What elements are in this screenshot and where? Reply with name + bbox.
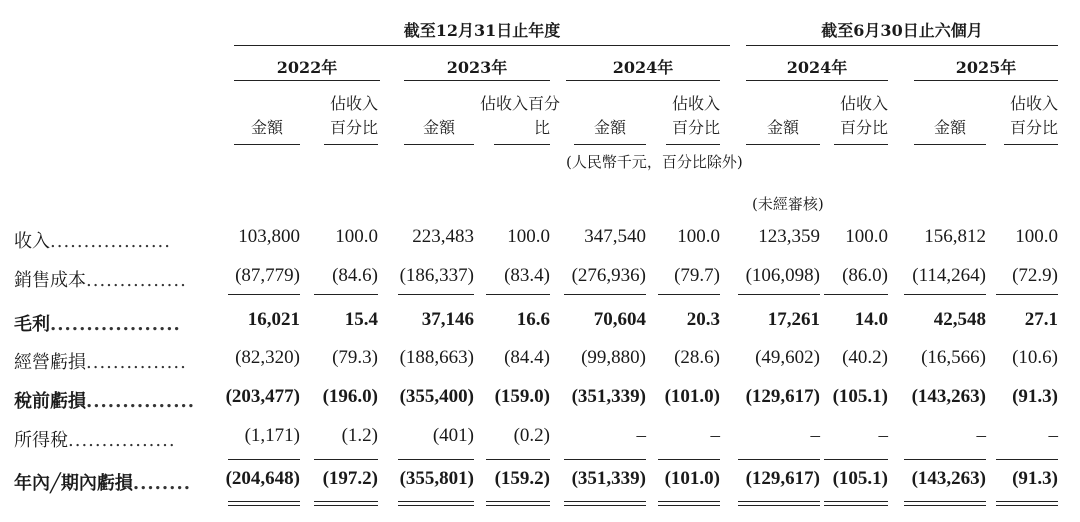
total-rule-double [398,505,474,506]
cell-operating-loss-pct-2024: (28.6) [674,347,720,368]
total-rule [228,294,300,295]
cell-operating-loss-amount-2024: (99,880) [581,347,646,368]
row-label-text: 所得稅 [14,430,68,451]
cell-revenue-pct-2023: 100.0 [507,226,550,247]
total-rule [996,294,1058,295]
col-header-amount-2022: 金額 [250,118,283,137]
cell-operating-loss-amount-2022: (82,320) [235,347,300,368]
cell-income-tax-pct-2025-h1: – [1048,425,1058,446]
cell-loss-for-period-amount-2024: (351,339) [571,468,646,489]
cell-cost-of-sales-amount-2024-h1: (106,098) [745,265,820,286]
cell-cost-of-sales-pct-2024: (79.7) [674,265,720,286]
total-rule [228,459,300,460]
col-header-pct-2025-h1: 佔收入 百分比 [1009,94,1058,137]
col-header-pct-2022: 佔收入 百分比 [329,94,378,137]
cell-operating-loss-amount-2024-h1: (49,602) [755,347,820,368]
total-rule [314,459,378,460]
cell-revenue-amount-2023: 223,483 [412,226,474,247]
row-label-text: 年內╱期內虧損 [14,473,133,494]
cell-gross-profit-pct-2024: 20.3 [686,309,720,330]
cell-loss-before-tax-pct-2025-h1: (91.3) [1012,386,1058,407]
year-rule-2022 [234,80,380,81]
cell-loss-for-period-pct-2025-h1: (91.3) [1012,468,1058,489]
cell-operating-loss-amount-2025-h1: (16,566) [921,347,986,368]
year-header-2022: 2022年 [276,58,338,77]
cell-loss-for-period-amount-2024-h1: (129,617) [745,468,820,489]
dot-leader: ............... [86,270,187,291]
cell-cost-of-sales-pct-2022: (84.6) [332,265,378,286]
cell-cost-of-sales-amount-2023: (186,337) [399,265,474,286]
col-rule [234,144,300,145]
unaudited-note: (未經審核) [752,195,824,213]
dot-leader: ................ [68,430,176,451]
total-rule [314,294,378,295]
col-header-amount-2024-h1: 金額 [766,118,799,137]
year-header-2024: 2024年 [612,58,674,77]
total-rule [904,294,986,295]
cell-income-tax-amount-2024-h1: – [810,425,820,446]
cell-loss-for-period-pct-2022: (197.2) [322,468,378,489]
total-rule [398,501,474,502]
row-label-cost-of-sales [14,266,187,292]
col-header-pct-2024: 佔收入 百分比 [671,94,720,137]
cell-income-tax-pct-2022: (1.2) [341,425,378,446]
total-rule [904,459,986,460]
cell-cost-of-sales-pct-2024-h1: (86.0) [842,265,888,286]
col-header-amount-2023: 金額 [422,118,455,137]
cell-income-tax-pct-2023: (0.2) [513,425,550,446]
total-rule [564,459,646,460]
cell-operating-loss-pct-2023: (84.4) [504,347,550,368]
row-label-text: 收入 [14,231,50,252]
row-label-loss-before-tax [14,387,195,413]
col-rule [666,144,720,145]
cell-revenue-amount-2022: 103,800 [238,226,300,247]
cell-loss-before-tax-pct-2024: (101.0) [664,386,720,407]
cell-operating-loss-amount-2023: (188,663) [399,347,474,368]
total-rule-double [486,505,550,506]
cell-loss-for-period-amount-2025-h1: (143,263) [911,468,986,489]
dot-leader: ............... [86,352,187,373]
cell-gross-profit-pct-2024-h1: 14.0 [854,309,888,330]
row-label-revenue [14,227,171,253]
cell-loss-before-tax-amount-2023: (355,400) [399,386,474,407]
cell-loss-for-period-pct-2024-h1: (105.1) [832,468,888,489]
cell-revenue-pct-2024-h1: 100.0 [845,226,888,247]
cell-gross-profit-pct-2022: 15.4 [344,309,378,330]
total-rule [486,294,550,295]
group-rule-six-months [746,45,1058,46]
total-rule-double [658,505,720,506]
cell-revenue-pct-2022: 100.0 [335,226,378,247]
total-rule-double [564,505,646,506]
year-rule-2023 [404,80,550,81]
currency-note: (人民幣千元，百分比除外) [566,153,743,171]
total-rule [996,501,1058,502]
total-rule [658,501,720,502]
cell-income-tax-amount-2025-h1: – [976,425,986,446]
cell-revenue-pct-2024: 100.0 [677,226,720,247]
cell-operating-loss-pct-2024-h1: (40.2) [842,347,888,368]
total-rule [824,501,888,502]
cell-income-tax-pct-2024-h1: – [878,425,888,446]
cell-gross-profit-pct-2023: 16.6 [516,309,550,330]
group-header-fiscal-year: 截至12月31日止年度 [403,21,561,40]
cell-gross-profit-amount-2025-h1: 42,548 [933,309,986,330]
year-header-2024-h1: 2024年 [786,58,848,77]
total-rule [824,294,888,295]
cell-cost-of-sales-amount-2022: (87,779) [235,265,300,286]
col-header-pct-2024-h1: 佔收入 百分比 [839,94,888,137]
total-rule [314,501,378,502]
cell-income-tax-amount-2022: (1,171) [244,425,300,446]
col-rule [404,144,474,145]
cell-income-tax-pct-2024: – [710,425,720,446]
col-rule [494,144,550,145]
cell-revenue-amount-2024: 347,540 [584,226,646,247]
col-header-amount-2024: 金額 [593,118,626,137]
total-rule [228,501,300,502]
row-label-income-tax [14,426,176,452]
cell-cost-of-sales-pct-2025-h1: (72.9) [1012,265,1058,286]
total-rule-double [904,505,986,506]
cell-cost-of-sales-amount-2024: (276,936) [571,265,646,286]
col-rule [1004,144,1058,145]
col-header-amount-2025-h1: 金額 [933,118,966,137]
year-rule-2024-h1 [746,80,888,81]
total-rule [996,459,1058,460]
cell-cost-of-sales-amount-2025-h1: (114,264) [912,265,986,286]
cell-loss-before-tax-pct-2022: (196.0) [322,386,378,407]
cell-income-tax-amount-2023: (401) [432,425,474,446]
row-label-text: 稅前虧損 [14,391,86,412]
total-rule-double [738,505,820,506]
year-header-2025-h1: 2025年 [955,58,1017,77]
cell-revenue-pct-2025-h1: 100.0 [1015,226,1058,247]
row-label-text: 毛利 [14,314,50,335]
group-rule-fiscal-year [234,45,730,46]
col-rule [324,144,378,145]
row-label-gross-profit [14,310,181,336]
cell-loss-before-tax-amount-2024-h1: (129,617) [745,386,820,407]
cell-loss-for-period-pct-2023: (159.2) [494,468,550,489]
total-rule [398,294,474,295]
total-rule [564,501,646,502]
total-rule [738,501,820,502]
total-rule [486,501,550,502]
total-rule-double [996,505,1058,506]
row-label-operating-loss [14,348,187,374]
dot-leader: ............... [86,391,195,412]
cell-gross-profit-amount-2022: 16,021 [247,309,300,330]
col-rule [574,144,646,145]
year-header-2023: 2023年 [446,58,508,77]
cell-loss-for-period-amount-2022: (204,648) [225,468,300,489]
cell-loss-before-tax-pct-2024-h1: (105.1) [832,386,888,407]
cell-income-tax-amount-2024: – [636,425,646,446]
row-label-loss-for-period [14,469,191,495]
col-rule [834,144,888,145]
cell-operating-loss-pct-2022: (79.3) [332,347,378,368]
cell-loss-before-tax-amount-2024: (351,339) [571,386,646,407]
total-rule [658,459,720,460]
cell-operating-loss-pct-2025-h1: (10.6) [1012,347,1058,368]
total-rule [904,501,986,502]
cell-revenue-amount-2024-h1: 123,359 [758,226,820,247]
cell-cost-of-sales-pct-2023: (83.4) [504,265,550,286]
year-rule-2025-h1 [914,80,1058,81]
cell-revenue-amount-2025-h1: 156,812 [924,226,986,247]
cell-loss-before-tax-amount-2022: (203,477) [225,386,300,407]
col-rule [914,144,986,145]
cell-gross-profit-amount-2023: 37,146 [421,309,474,330]
total-rule [824,459,888,460]
total-rule [738,294,820,295]
group-header-six-months: 截至6月30日止六個月 [821,21,983,40]
total-rule-double [824,505,888,506]
col-header-pct-2023: 佔收入百分 比 [480,94,561,137]
dot-leader: .................. [50,231,171,252]
total-rule-double [228,505,300,506]
dot-leader: .................. [50,314,181,335]
col-rule [746,144,820,145]
total-rule [738,459,820,460]
row-label-text: 銷售成本 [14,270,86,291]
dot-leader: ........ [132,473,191,494]
cell-gross-profit-pct-2025-h1: 27.1 [1024,309,1058,330]
total-rule [486,459,550,460]
cell-gross-profit-amount-2024: 70,604 [593,309,646,330]
year-rule-2024 [566,80,720,81]
cell-gross-profit-amount-2024-h1: 17,261 [767,309,820,330]
row-label-text: 經營虧損 [14,352,86,373]
total-rule [398,459,474,460]
cell-loss-for-period-amount-2023: (355,801) [399,468,474,489]
total-rule-double [314,505,378,506]
total-rule [658,294,720,295]
total-rule [564,294,646,295]
cell-loss-before-tax-pct-2023: (159.0) [494,386,550,407]
cell-loss-before-tax-amount-2025-h1: (143,263) [911,386,986,407]
cell-loss-for-period-pct-2024: (101.0) [664,468,720,489]
